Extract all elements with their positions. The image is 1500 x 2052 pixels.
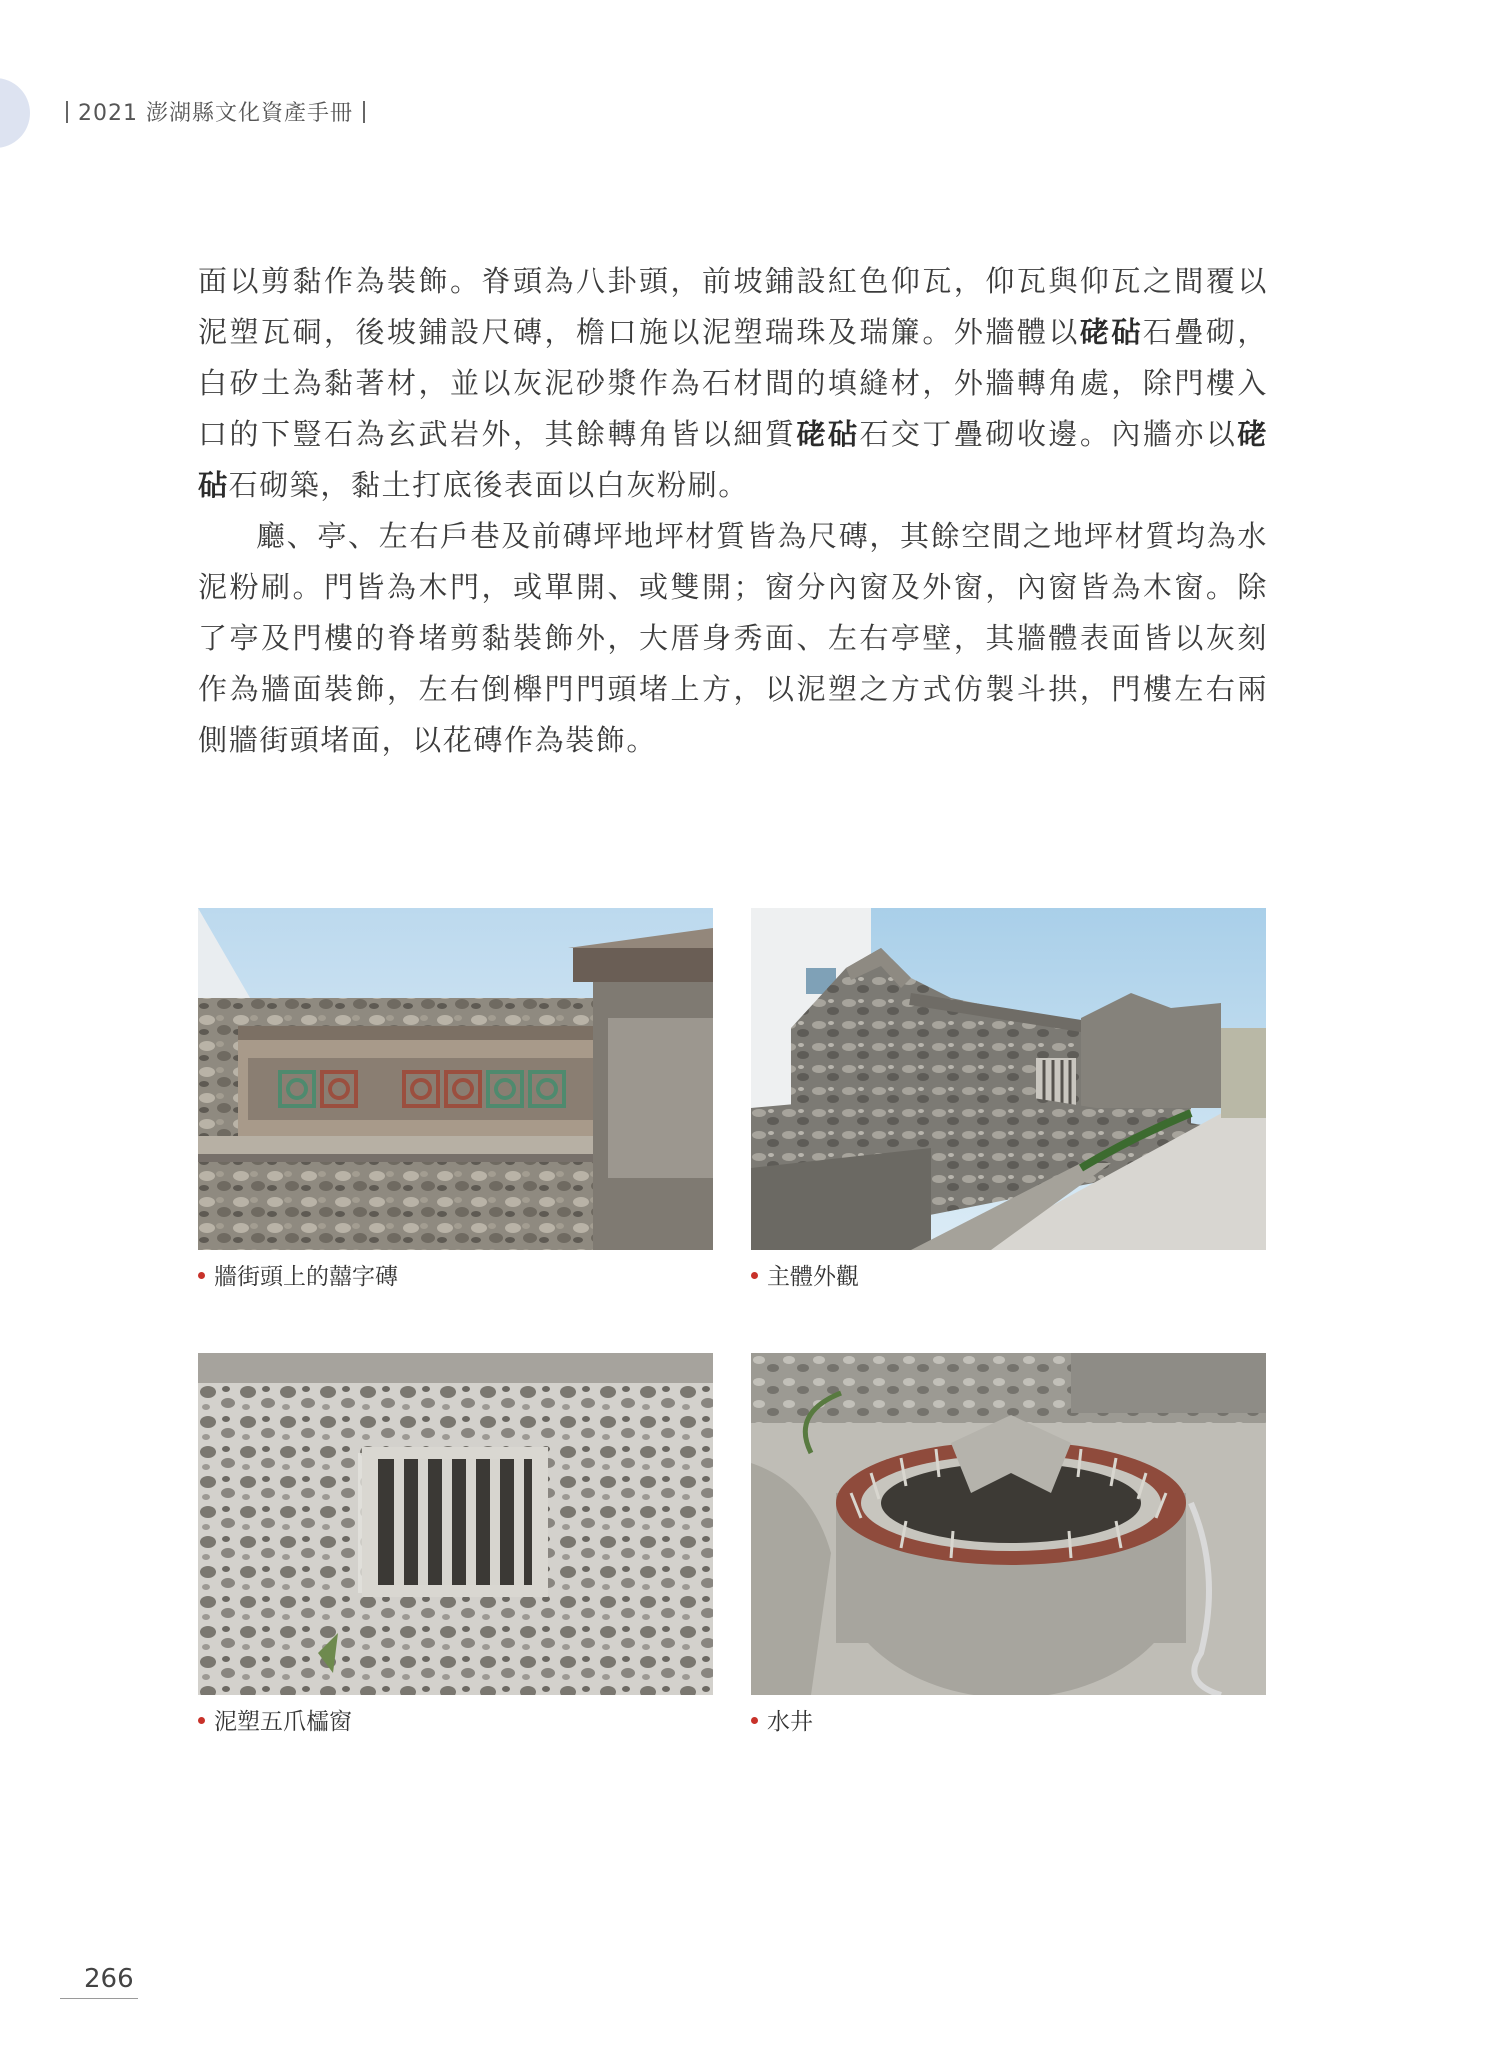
- figure-wall-tiles: [198, 908, 713, 1291]
- p1-text-3: 石交丁疊砌收邊。內牆亦以: [859, 417, 1238, 451]
- caption-bullet: [751, 1717, 758, 1724]
- page-number-rule: [60, 1998, 138, 1999]
- figure-well: [751, 1353, 1266, 1736]
- figure-window: [198, 1353, 713, 1736]
- caption-text: 泥塑五爪櫺窗: [214, 1709, 352, 1735]
- window-image: [198, 1353, 713, 1695]
- caption-bullet: [198, 1717, 205, 1724]
- photo-window: [198, 1353, 713, 1695]
- header-bar-right: [363, 101, 365, 123]
- p1-text-4: 石砌築，黏土打底後表面以白灰粉刷。: [228, 468, 749, 502]
- p1-text-1: 面以剪黏作為裝飾。脊頭為八卦頭，前坡鋪設紅色仰瓦，仰瓦與仰瓦之間覆以泥塑瓦硐，後坡鋪設尺磚，檐口施以泥塑瑞珠及瑞簾。外牆體以: [198, 264, 1268, 349]
- caption-wall-tiles: [198, 1258, 713, 1291]
- caption-text: 水井: [767, 1709, 813, 1735]
- paragraph-1: [198, 256, 1268, 511]
- p1-bold-2: 硓砧: [796, 417, 860, 451]
- main-exterior-image: [751, 908, 1266, 1250]
- p1-bold-3: 硓砧: [198, 417, 1269, 502]
- caption-text: 牆街頭上的囍字磚: [214, 1264, 398, 1290]
- body-text: [198, 256, 1268, 766]
- well-image: [751, 1353, 1266, 1695]
- caption-bullet: [198, 1272, 205, 1279]
- p1-text-2: 石疊砌，白矽土為黏著材，並以灰泥砂漿作為石材間的填縫材，外牆轉角處，除門樓入口的下豎石為玄武岩外，其餘轉角皆以細質: [198, 315, 1268, 451]
- header-bar-left: [66, 101, 68, 123]
- p1-bold-1: 硓砧: [1079, 315, 1143, 349]
- caption-main-exterior: [751, 1258, 1266, 1291]
- caption-well: [751, 1703, 1266, 1736]
- corner-tab: [0, 78, 30, 148]
- figure-main-exterior: [751, 908, 1266, 1291]
- paragraph-2: 廳、亭、左右戶巷及前磚坪地坪材質皆為尺磚，其餘空間之地坪材質均為水泥粉刷。門皆為木門，或單開、或雙開；窗分內窗及外窗，內窗皆為木窗。除了亭及門樓的脊堵剪黏裝飾外，大厝身秀面、左右亭壁，其牆體表面皆以灰刻作為牆面裝飾，左右倒櫸門門頭堵上方，以泥塑之方式仿製斗拱，門樓左右兩側牆街頭堵面，以花磚作為裝飾。: [198, 519, 1268, 757]
- running-header: [56, 96, 375, 127]
- page-number: 266: [84, 1964, 134, 1994]
- wall-tiles-image: [198, 908, 713, 1250]
- photo-well: [751, 1353, 1266, 1695]
- caption-bullet: [751, 1272, 758, 1279]
- header-title: 2021 澎湖縣文化資產手冊: [78, 101, 353, 126]
- photo-wall-tiles: [198, 908, 713, 1250]
- photo-main-exterior: [751, 908, 1266, 1250]
- caption-window: [198, 1703, 713, 1736]
- caption-text: 主體外觀: [767, 1264, 859, 1290]
